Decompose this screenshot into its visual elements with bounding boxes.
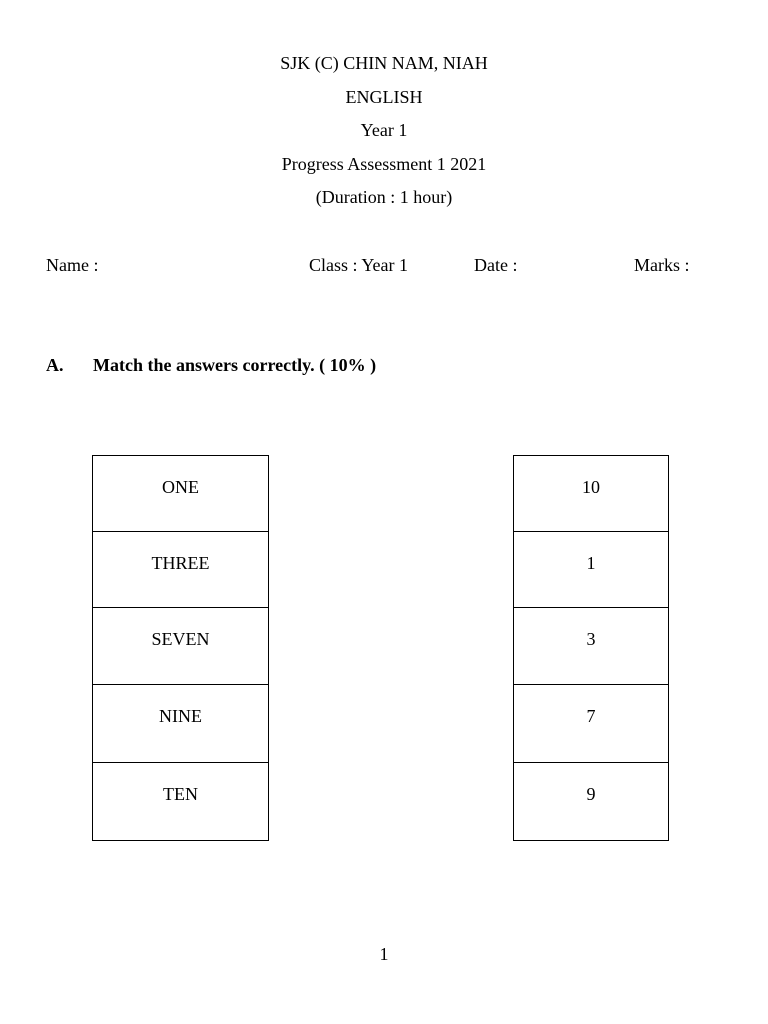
word-column bbox=[92, 455, 269, 841]
word-cell bbox=[93, 532, 268, 608]
year-level: Year 1 bbox=[360, 120, 408, 140]
number-cell bbox=[514, 532, 668, 608]
number-text: 1 bbox=[586, 553, 596, 573]
section-letter: A. bbox=[46, 355, 64, 375]
word-text: SEVEN bbox=[151, 629, 210, 649]
word-text: NINE bbox=[159, 706, 202, 726]
word-text: ONE bbox=[162, 477, 199, 497]
number-text: 7 bbox=[586, 706, 596, 726]
section-instruction: Match the answers correctly. ( 10% ) bbox=[93, 355, 377, 375]
word-cell bbox=[93, 608, 268, 685]
number-cell bbox=[514, 456, 668, 532]
subject-title: ENGLISH bbox=[345, 87, 423, 107]
duration-text: (Duration : 1 hour) bbox=[315, 187, 453, 207]
number-text: 9 bbox=[586, 784, 596, 804]
name-label: Name : bbox=[46, 255, 99, 275]
word-text: TEN bbox=[163, 784, 198, 804]
number-cell bbox=[514, 763, 668, 840]
word-text: THREE bbox=[151, 553, 210, 573]
number-cell bbox=[514, 685, 668, 763]
number-text: 3 bbox=[586, 629, 596, 649]
page-number: 1 bbox=[379, 944, 389, 964]
number-cell bbox=[514, 608, 668, 685]
marks-label: Marks : bbox=[634, 255, 690, 275]
assessment-title: Progress Assessment 1 2021 bbox=[281, 154, 487, 174]
word-cell bbox=[93, 685, 268, 763]
school-name: SJK (C) CHIN NAM, NIAH bbox=[280, 53, 488, 73]
class-label: Class : Year 1 bbox=[309, 255, 409, 275]
number-column bbox=[513, 455, 669, 841]
word-cell bbox=[93, 763, 268, 840]
date-label: Date : bbox=[474, 255, 518, 275]
number-text: 10 bbox=[582, 477, 600, 497]
word-cell bbox=[93, 456, 268, 532]
